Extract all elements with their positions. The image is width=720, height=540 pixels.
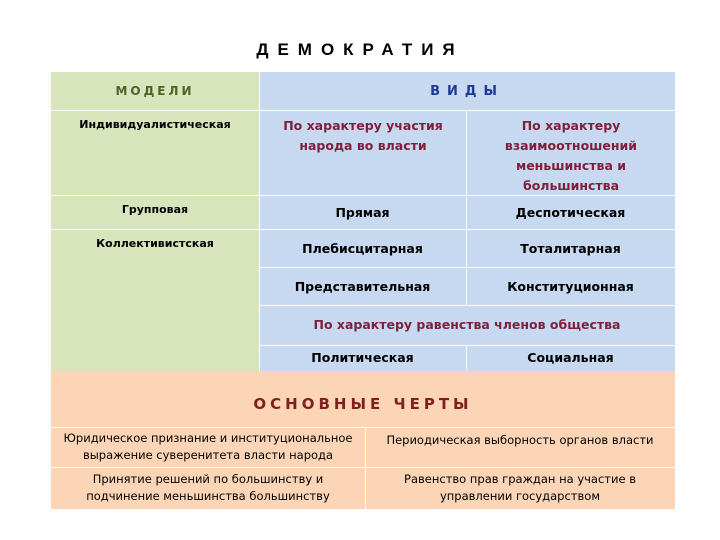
feature-equal-rights: Равенство прав граждан на участие в управлении государством [404,472,636,503]
feature-elections: Периодическая выборность органов власти [386,433,654,447]
category-relations: По характеру взаимоотношений меньшинства и большинства [504,118,638,193]
features-title: ОСНОВНЫЕ ЧЕРТЫ [253,395,473,413]
models-header: МОДЕЛИ [115,84,195,98]
type-social: Социальная [527,350,614,365]
types-header: ВИДЫ [430,83,504,99]
type-constitutional: Конституционная [507,278,634,294]
model-group: Групповая [121,203,189,216]
divider [466,110,467,305]
divider [51,110,675,111]
feature-sovereignty: Юридическое признание и институциональное выражение суверенитета власти народа [63,431,353,462]
category-participation: По характеру участия народа во власти [283,118,443,153]
type-political: Политическая [311,350,414,365]
divider [259,305,675,306]
type-totalitarian: Тоталитарная [520,240,621,256]
feature-majority-rule: Принятие решений по большинству и подчинение меньшинства большинству [86,472,330,503]
page-title: ДЕМОКРАТИЯ [256,40,464,59]
type-plebiscitary: Плебисцитарная [302,240,423,256]
type-representative: Представительная [294,278,431,294]
divider [51,427,675,428]
model-collectivist: Коллективистская [96,237,214,250]
divider [259,345,675,346]
divider [466,345,467,371]
divider [51,195,675,196]
type-despotic: Деспотическая [515,204,626,220]
type-direct: Прямая [335,204,390,220]
divider [51,229,675,230]
model-individualistic: Индивидуалистическая [79,118,231,131]
divider [365,427,366,509]
divider [51,467,675,468]
category-equality: По характеру равенства членов общества [313,317,621,332]
divider [259,267,675,268]
divider [259,72,260,371]
